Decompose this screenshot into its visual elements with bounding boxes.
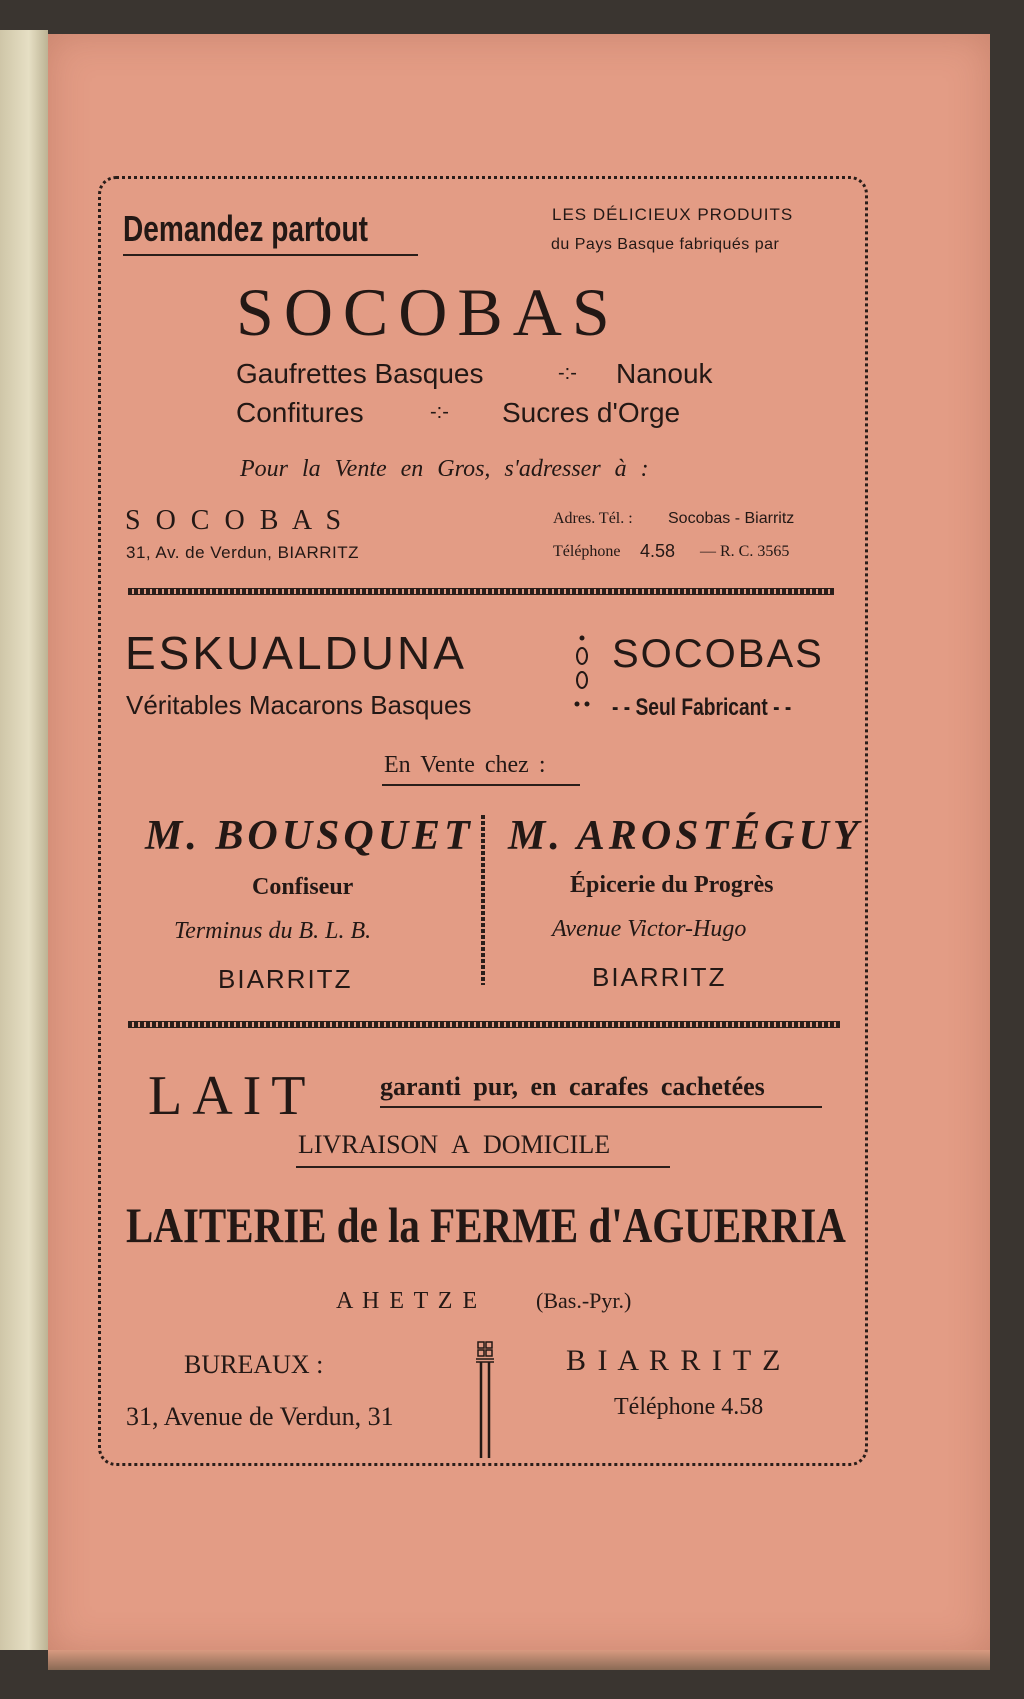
eskualduna-maker: SOCOBAS	[612, 632, 824, 676]
demandez-heading: Demandez partout	[123, 208, 368, 249]
product-confitures: Confitures	[236, 397, 364, 428]
rc-number: — R. C. 3565	[700, 543, 790, 560]
section-divider-2	[128, 1021, 840, 1028]
product-gaufrettes: Gaufrettes Basques	[236, 358, 484, 389]
product-separator-2: -:-	[430, 401, 449, 423]
on-sale-underline	[382, 784, 580, 786]
tel-address-value: Socobas - Biarritz	[668, 510, 795, 527]
socobas-company: S O C O B A S	[125, 505, 346, 536]
biarritz-heading: B I A R R I T Z	[566, 1344, 783, 1377]
seller1-city: BIARRITZ	[218, 964, 353, 994]
laiterie-town: A H E T Z E	[336, 1288, 480, 1314]
page-stack-edge	[48, 1650, 990, 1670]
wholesale-line: Pour la Vente en Gros, s'adresser à :	[240, 456, 649, 482]
on-sale-label: En Vente chez :	[384, 752, 546, 778]
product-separator-1: -:-	[558, 362, 577, 384]
delivery-line: LIVRAISON A DOMICILE	[298, 1130, 611, 1159]
eskualduna-subtitle: Véritables Macarons Basques	[126, 690, 472, 720]
socobas-address: 31, Av. de Verdun, BIARRITZ	[126, 543, 360, 562]
intro-line-2: du Pays Basque fabriqués par	[551, 236, 780, 253]
intro-line-1: LES DÉLICIEUX PRODUITS	[552, 205, 794, 224]
bureaux-label: BUREAUX :	[184, 1350, 324, 1379]
laiterie-dept: (Bas.-Pyr.)	[536, 1288, 632, 1313]
facing-page-edge	[0, 30, 48, 1650]
flower-emblem-icon	[470, 1340, 500, 1460]
eskualduna-brand: ESKUALDUNA	[125, 627, 467, 679]
laiterie-name: LAITERIE de la FERME d'AGUERRIA	[126, 1197, 846, 1253]
delivery-underline	[296, 1166, 670, 1168]
phone-value: 4.58	[640, 541, 676, 561]
demandez-underline	[123, 254, 418, 256]
lait-subtitle: garanti pur, en carafes cachetées	[380, 1072, 765, 1101]
product-sucres: Sucres d'Orge	[502, 397, 681, 428]
eskualduna-maker-sub: - - Seul Fabricant - -	[612, 694, 792, 721]
tel-address-label: Adres. Tél. :	[553, 510, 633, 527]
laiterie-phone: Téléphone 4.58	[614, 1394, 764, 1420]
lait-heading: LAIT	[148, 1065, 316, 1127]
ornament-icon	[572, 634, 592, 716]
seller2-trade: Épicerie du Progrès	[570, 872, 774, 898]
sellers-vertical-divider	[481, 815, 485, 985]
socobas-brand: SOCOBAS	[236, 274, 620, 350]
product-nanouk: Nanouk	[616, 358, 713, 389]
seller2-place: Avenue Victor-Hugo	[552, 916, 747, 942]
seller1-name: M. BOUSQUET	[145, 813, 474, 859]
section-divider-1	[128, 588, 834, 595]
seller2-city: BIARRITZ	[592, 962, 727, 992]
lait-underline	[380, 1106, 822, 1108]
phone-label: Téléphone	[553, 543, 621, 560]
seller1-trade: Confiseur	[252, 874, 354, 900]
bureaux-address: 31, Avenue de Verdun, 31	[126, 1402, 394, 1431]
seller2-name: M. AROSTÉGUY	[508, 813, 863, 859]
seller1-place: Terminus du B. L. B.	[174, 918, 372, 944]
